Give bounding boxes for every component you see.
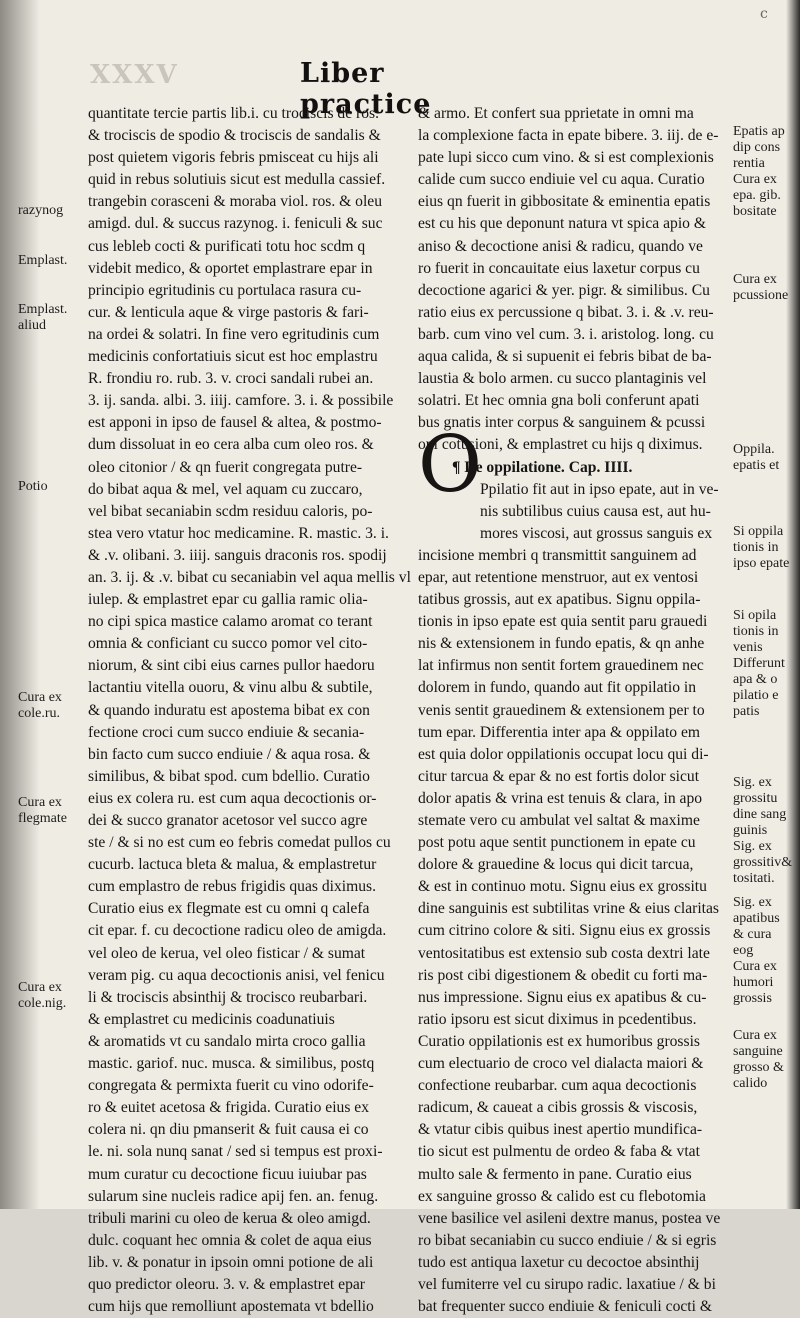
text-line: laustia & bolo armen. cu succo plantaginis vel <box>418 370 707 388</box>
text-line: ratio eius ex percussione q bibat. 3. i. & .v. reu- <box>418 303 714 321</box>
margin-note-line: Potio <box>18 479 48 494</box>
text-line: omnia & conficiant cu succo pomor vel cito- <box>88 635 368 653</box>
margin-note <box>733 775 792 887</box>
margin-note-line: guinis <box>733 823 768 838</box>
margin-note <box>733 524 789 572</box>
margin-note-line: grossitiv& <box>733 855 793 870</box>
text-line: mum curatur cu decoctione ficuu iuiubar pas <box>88 1165 367 1183</box>
text-line: barb. cum vino vel cum. 3. i. aristolog. long. cu <box>418 325 714 343</box>
text-line: & vtatur cibis quibus inest apertio mundifica- <box>418 1121 703 1139</box>
text-line: dum dissoluat in eo cera alba cum oleo ros. & <box>88 436 374 454</box>
text-line: est cu his que deponunt natura vt spica apio & <box>418 215 706 233</box>
text-line: ste / & si no est cum eo febris comedat pullos cu <box>88 834 391 852</box>
text-line: confectione reubarbar. cum aqua decoctionis <box>418 1077 697 1095</box>
margin-note-line: grossis <box>733 991 772 1006</box>
margin-note-line: sanguine <box>733 1044 783 1059</box>
text-line: an. 3. ij. & .v. bibat cu secaniabin vel aqua mellis vl <box>88 568 411 586</box>
margin-note-line: Cura ex <box>733 1028 777 1043</box>
margin-note-line: calido <box>733 1076 768 1091</box>
margin-note <box>18 980 66 1012</box>
gutter-shadow <box>0 0 40 1209</box>
text-line: niorum, & sint cibi eius carnes pullor haedoru <box>88 657 375 675</box>
text-line: quo predictor oleoru. 3. v. & emplastret epar <box>88 1275 365 1293</box>
margin-note-line: dine sang <box>733 807 787 822</box>
text-line: vel oleo de kerua, vel oleo fisticar / & sumat <box>88 944 366 962</box>
text-line: la complexione facta in epate bibere. 3. iij. de e- <box>418 127 719 145</box>
margin-note-line: Emplast. <box>18 302 68 317</box>
text-line: videbit medico, & oportet emplastrare epar in <box>88 259 373 277</box>
text-line: nus impressione. Signu eius ex apatibus & cu- <box>418 988 707 1006</box>
margin-note <box>18 795 67 827</box>
text-line: ris post cibi digestionem & obedit cu forti ma- <box>418 966 708 984</box>
text-line: post potu aque sentit punctionem in epate cu <box>418 834 696 852</box>
text-line: vel bibat secaniabin scdm residuu caloris, po- <box>88 502 373 520</box>
text-line: venis sentit grauedinem & extensionem per to <box>418 701 705 719</box>
text-line: Curatio eius ex flegmate est cu omni q calefa <box>88 900 370 918</box>
page-edge-shadow <box>786 0 800 1209</box>
margin-note-line: grossitu <box>733 791 778 806</box>
text-line: tum epar. Differentia inter apa & oppilato em <box>418 723 701 741</box>
text-line: quantitate tercie partis lib.i. cu trociscis de ros. <box>88 105 379 122</box>
margin-note <box>733 895 780 1007</box>
text-line: ventositatibus est extensio sub costa dextri late <box>418 944 710 962</box>
text-line: R. frondiu ro. rub. 3. v. croci sandali rubei an. <box>88 370 374 388</box>
text-line: ratio ipsoru est sicut diximus in pcedentibus. <box>418 1010 697 1028</box>
margin-note <box>733 442 779 474</box>
text-line: epar, aut retentione menstruor, aut ex ventosi <box>418 568 699 586</box>
text-line: decoctione agarici & yer. pigr. & similibus. Cu <box>418 281 710 299</box>
margin-note-line: pilatio e <box>733 688 779 703</box>
left-text-column <box>88 103 411 1318</box>
margin-note-line: Emplast. <box>18 253 68 268</box>
text-line: eius qn fuerit in gibbositate & eminentia epatis <box>418 193 711 211</box>
text-line: solatri. Et hec omnia gna boli conferunt apati <box>418 392 700 410</box>
margin-note-line: Cura ex <box>18 795 62 810</box>
margin-note-line: cole.ru. <box>18 706 60 721</box>
text-line: cus lebleb cocti & purificati totu hoc scdm q <box>88 237 366 255</box>
margin-note-line: Cura ex <box>18 690 62 705</box>
text-line: est quia dolor oppilationis occupat locu qui di- <box>418 745 709 763</box>
margin-note-line: Cura ex <box>733 172 777 187</box>
margin-note-line: Sig. ex <box>733 775 772 790</box>
margin-note-line: Si opila <box>733 608 777 623</box>
text-line: & armo. Et confert sua pprietate in omni ma <box>418 105 694 122</box>
text-line: principio egritudinis cu portulaca rasura cu- <box>88 281 362 299</box>
text-line: & .v. olibani. 3. iiij. sanguis draconis ros. spodij <box>88 546 387 564</box>
margin-note-line: humori <box>733 975 774 990</box>
text-line: bat frequenter succo endiuie & feniculi cocti & <box>418 1298 712 1316</box>
text-line: ro fuerit in concauitate eius laxetur corpus cu <box>418 259 700 277</box>
text-line: mastic. gariof. nuc. musca. & similibus, postq <box>88 1055 375 1073</box>
text-line: dine sanguinis est subtilitas vrine & eius claritas <box>418 900 719 918</box>
text-line: cit epar. f. cu decoctione radicu oleo de amigda. <box>88 922 387 940</box>
text-line: medicinis confortatiuis sicut est hoc emplastru <box>88 348 378 366</box>
margin-note <box>18 253 67 269</box>
text-line: tudo est antiqua laxetur cu decoctoe absinthij <box>418 1253 700 1271</box>
margin-note-line: Sig. ex <box>733 839 772 854</box>
chapter-heading: ¶ De oppilatione. Cap. IIII. <box>452 458 633 476</box>
margin-note-line: Differunt <box>733 656 785 671</box>
running-header: Liber practice <box>300 58 432 120</box>
text-line: do bibat aqua & mel, vel aquam cu zuccaro, <box>88 480 363 498</box>
text-line: tribuli marini cu oleo de kerua & oleo amigd. <box>88 1209 371 1227</box>
margin-note-line: Cura ex <box>18 980 62 995</box>
text-line: vene basilice vel asileni dextre manus, postea ve <box>418 1209 721 1227</box>
margin-note-line: eog <box>733 943 754 958</box>
margin-note-line: grosso & <box>733 1060 784 1075</box>
text-line: veram pig. cu aqua decoctionis anisi, vel fenicu <box>88 966 385 984</box>
text-line: stemate vero cu ambulat vel saltat & maxime <box>418 812 700 829</box>
text-line: mores viscosi, aut grossus sanguis ex <box>480 524 713 542</box>
margin-note <box>733 608 785 720</box>
text-line: tionis in ipso epate est quia sentit paru grauedi <box>418 613 708 631</box>
text-line: amigd. dul. & succus razynog. i. feniculi & suc <box>88 215 383 233</box>
text-line: est apponi in ipso de fausel & altea, & postmo- <box>88 414 382 432</box>
text-line: Curatio oppilationis est ex humoribus grossis <box>418 1032 700 1050</box>
text-line: dolorem in fundo, quando aut fit oppilatio in <box>418 679 697 697</box>
text-line: nis & extensionem in fundo epatis, & qn anhe <box>418 635 705 653</box>
margin-note <box>733 1028 784 1092</box>
text-line: bin facto cum succo endiuie / & aqua rosa. & <box>88 745 371 763</box>
margin-note-line: apa & o <box>733 672 778 687</box>
text-line: congregata & permixta fuerit cu vino odorife- <box>88 1077 374 1095</box>
text-line: dolore & grauedine & locus qui dicit tarcua, <box>418 856 694 874</box>
text-line: 3. ij. sanda. albi. 3. iiij. camfore. 3. i. & possibile <box>88 392 394 410</box>
text-line: trangebin corasceni & moraba viol. ros. & oleu <box>88 193 383 211</box>
margin-note <box>18 690 62 722</box>
text-line: tio sicut est pulmentu de ordeo & faba & vtat <box>418 1143 700 1161</box>
text-line: & quando induratu est apostema bibat ex con <box>88 701 370 719</box>
text-line: colera ni. qn diu pmanserit & fuit causa ei co <box>88 1121 369 1139</box>
margin-note-line: apatibus <box>733 911 780 926</box>
margin-note-line: Oppila. <box>733 442 775 457</box>
text-line: fectione croci cum succo endiuie & secania- <box>88 723 365 741</box>
text-line: cur. & lenticula aque & virge pastoris & fari- <box>88 303 369 321</box>
text-line: & est in continuo motu. Signu eius ex grossitu <box>418 878 707 896</box>
text-line: cum hijs que remolliunt apostemata vt bdellio <box>88 1298 374 1316</box>
text-line: le. ni. sola nunq sanat / sed si tempus est proxi- <box>88 1143 383 1161</box>
margin-note-line: rentia <box>733 156 765 171</box>
text-line: lactantiu vitella ouoru, & vinu albu & subtile, <box>88 679 373 697</box>
margin-note <box>733 124 785 220</box>
margin-note-line: venis <box>733 640 763 655</box>
margin-note-line: ipso epate <box>733 556 790 571</box>
text-line: citur tarcua & epar & no est fortis dolor sicut <box>418 767 700 785</box>
text-line: ro & euitet acetosa & frigida. Curatio eius ex <box>88 1099 370 1117</box>
text-line: tatibus grossis, aut ex apatibus. Signu oppila- <box>418 591 701 609</box>
margin-note-line: tositati. <box>733 871 775 886</box>
margin-note-line: epatis et <box>733 458 780 473</box>
text-line: lib. v. & ponatur in ipsoin omni potione de ali <box>88 1253 374 1271</box>
text-line: no cipi spica mastice calamo aromat co terant <box>88 613 373 631</box>
text-line: radicum, & caueat a cibis grossis & viscosis, <box>418 1099 698 1117</box>
margin-note-line: Sig. ex <box>733 895 772 910</box>
text-line: cum citrino colore & siti. Signu eius ex grossis <box>418 922 711 940</box>
margin-note <box>18 203 63 219</box>
margin-note-line: flegmate <box>18 811 67 826</box>
margin-note-line: Cura ex <box>733 959 777 974</box>
margin-note-line: tionis in <box>733 540 779 555</box>
margin-note <box>18 479 48 495</box>
text-line: calide cum succo endiuie vel cu aqua. Curatio <box>418 171 705 189</box>
text-line: sularum sine nucleis radice apij fen. an. fenug. <box>88 1187 379 1205</box>
text-line: ro bibat secaniabin cu succo endiuie / & si egris <box>418 1231 717 1249</box>
margin-note-line: Si oppila <box>733 524 784 539</box>
margin-note-line: razynog <box>18 203 64 218</box>
right-text-column <box>418 103 728 1318</box>
text-line: aqua calida, & si supuenit ei febris bibat de ba- <box>418 348 712 366</box>
text-line: similibus, & bibat spod. cum bdellio. Curatio <box>88 767 370 785</box>
text-line: vel fumiterre vel cu sirupo radic. laxatiue / & bi <box>418 1275 716 1293</box>
text-line: & emplastret cu medicinis coadunatiuis <box>88 1010 335 1028</box>
text-line: & trociscis de spodio & trociscis de sandalis & <box>88 127 381 145</box>
margin-note-line: Epatis ap <box>733 124 785 139</box>
text-line: cucurb. lactuca bleta & malua, & emplastretur <box>88 856 377 874</box>
text-line: dulc. coquant hec omnia & colet de aqua eius <box>88 1231 372 1249</box>
text-line: li & trociscis absinthij & trocisco reubarbari. <box>88 988 368 1006</box>
text-line: aniso & decoctione anisi & radicu, quando ve <box>418 237 703 255</box>
margin-note-line: tionis in <box>733 624 779 639</box>
text-line: oleo citonior / & qn fuerit congregata putre- <box>88 458 363 476</box>
text-line: na ordei & solatri. In fine vero egritudinis cum <box>88 325 380 343</box>
text-line: & aromatids vt cu sandalo mirta croco gallia <box>88 1032 366 1050</box>
margin-note-line: bositate <box>733 204 777 219</box>
text-line: iulep. & emplastret epar cu gallia ramic olia- <box>88 591 368 609</box>
text-line: Ppilatio fit aut in ipso epate, aut in ve- <box>480 480 719 498</box>
text-line: cum emplastro de rebus frigidis quas diximus. <box>88 878 377 896</box>
text-line: bus gnatis inter corpus & sanguinem & pcussi <box>418 414 706 432</box>
text-line: pate lupi sicco cum vino. & si est complexionis <box>418 149 714 167</box>
text-line: oni cotusioni, & emplastret cu hijs q diximus. <box>418 436 703 454</box>
margin-note-line: pcussione <box>733 288 789 303</box>
text-line: eius ex colera ru. est cum aqua decoctionis or- <box>88 789 377 807</box>
margin-note <box>733 272 788 304</box>
show-through-text: XXXV <box>90 60 179 90</box>
margin-note-line: & cura <box>733 927 772 942</box>
drop-cap-initial: O <box>418 420 482 510</box>
text-line: cum electuario de croco vel dialacta maiori & <box>418 1055 704 1073</box>
text-line: lat infirmus non sentit fortem grauedinem nec <box>418 657 704 675</box>
text-line: dolor apatis & vrina est tenuis & clara, in apo <box>418 789 703 807</box>
folio-mark: c <box>760 6 768 22</box>
text-line: incisione membri q transmittit sanguinem ad <box>418 546 697 564</box>
text-line: stea vero vtatur hoc medicamine. R. mastic. 3. i. <box>88 524 389 542</box>
margin-note-line: patis <box>733 704 760 719</box>
margin-note-line: Cura ex <box>733 272 777 287</box>
text-line: dei & succo granator acetosor vel succo agre <box>88 812 368 829</box>
margin-note-line: cole.nig. <box>18 996 67 1011</box>
text-line: ex sanguine grosso & calido est cu flebotomia <box>418 1187 706 1205</box>
text-line: multo sale & fermento in pane. Curatio eius <box>418 1165 692 1183</box>
margin-note-line: epa. gib. <box>733 188 781 203</box>
text-line: nis subtilibus cuius causa est, aut hu- <box>480 502 711 520</box>
margin-note-line: aliud <box>18 318 46 333</box>
margin-note-line: dip cons <box>733 140 781 155</box>
margin-note <box>18 302 67 334</box>
text-line: quid in rebus solutiuis sicut est medulla cassief. <box>88 171 386 189</box>
text-line: post quietem vigoris febris pmisceat cu hijs ali <box>88 149 379 167</box>
